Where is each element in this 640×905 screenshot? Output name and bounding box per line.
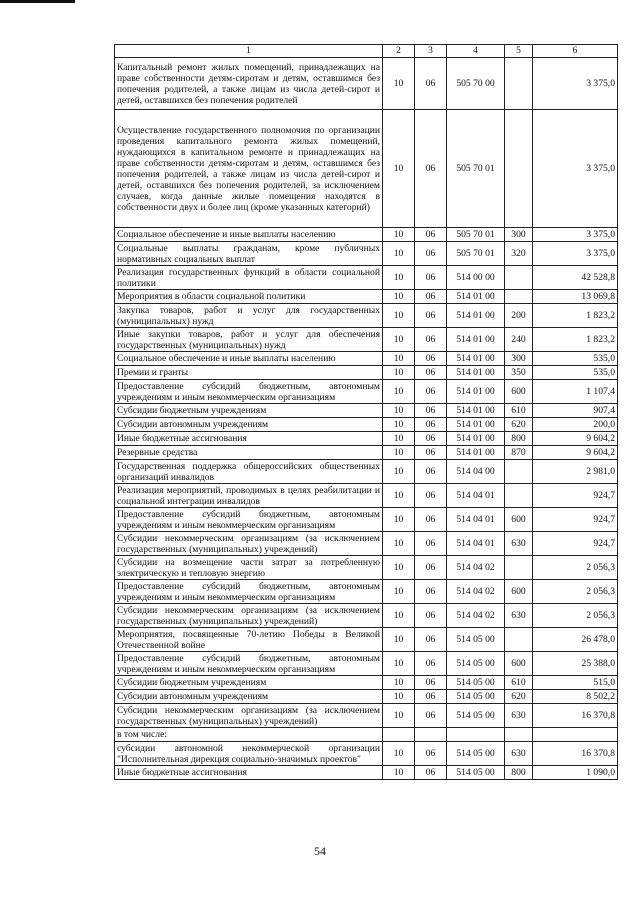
table-row	[115, 728, 618, 742]
row-section: 10	[383, 328, 415, 352]
row-expense-type: 600	[505, 508, 533, 532]
row-name: Государственная поддержка общероссийских общественных организаций инвалидов	[115, 460, 383, 484]
row-amount: 515,0	[533, 676, 618, 690]
row-amount: 2 056,3	[533, 580, 618, 604]
row-section: 10	[383, 460, 415, 484]
row-target-article: 514 00 00	[447, 266, 505, 290]
row-subsection: 06	[415, 352, 447, 366]
row-section: 10	[383, 532, 415, 556]
row-target-article: 505 70 00	[447, 58, 505, 110]
row-section: 10	[383, 580, 415, 604]
row-section	[383, 728, 415, 742]
row-amount: 9 604,2	[533, 446, 618, 460]
row-name: Субсидии некоммерческим организациям (за исключением государственных (муниципальных) учреждений)	[115, 532, 383, 556]
row-subsection: 06	[415, 676, 447, 690]
row-expense-type: 870	[505, 446, 533, 460]
table-row	[115, 556, 618, 580]
row-expense-type: 600	[505, 380, 533, 404]
row-section: 10	[383, 652, 415, 676]
row-name: Закупка товаров, работ и услуг для государственных (муниципальных) нужд	[115, 304, 383, 328]
row-expense-type: 320	[505, 242, 533, 266]
row-section: 10	[383, 508, 415, 532]
row-subsection: 06	[415, 110, 447, 228]
row-subsection: 06	[415, 604, 447, 628]
row-subsection: 06	[415, 228, 447, 242]
row-amount: 13 069,8	[533, 290, 618, 304]
row-name: Мероприятия, посвященные 70-летию Победы в Великой Отечественной войне	[115, 628, 383, 652]
row-expense-type: 800	[505, 766, 533, 780]
row-expense-type: 200	[505, 304, 533, 328]
row-subsection: 06	[415, 446, 447, 460]
table-row	[115, 366, 618, 380]
row-target-article	[447, 728, 505, 742]
table-row	[115, 446, 618, 460]
row-section: 10	[383, 58, 415, 110]
header-row	[115, 45, 618, 58]
table-row	[115, 380, 618, 404]
row-subsection: 06	[415, 328, 447, 352]
table-row	[115, 628, 618, 652]
row-section: 10	[383, 228, 415, 242]
header-col-2: 2	[383, 45, 415, 58]
table-row	[115, 704, 618, 728]
table-row	[115, 352, 618, 366]
table-row	[115, 304, 618, 328]
row-target-article: 514 05 00	[447, 690, 505, 704]
row-name: Субсидии бюджетным учреждениям	[115, 404, 383, 418]
row-section: 10	[383, 304, 415, 328]
row-amount: 16 370,8	[533, 742, 618, 766]
row-amount: 3 375,0	[533, 58, 618, 110]
row-target-article: 514 01 00	[447, 446, 505, 460]
row-name: Иные бюджетные ассигнования	[115, 432, 383, 446]
row-expense-type	[505, 728, 533, 742]
row-subsection: 06	[415, 290, 447, 304]
row-name: Реализация государственных функций в области социальной политики	[115, 266, 383, 290]
row-target-article: 505 70 01	[447, 242, 505, 266]
row-expense-type: 600	[505, 652, 533, 676]
row-expense-type: 600	[505, 580, 533, 604]
row-target-article: 505 70 01	[447, 228, 505, 242]
row-amount: 2 056,3	[533, 556, 618, 580]
row-section: 10	[383, 676, 415, 690]
header-col-4: 4	[447, 45, 505, 58]
row-name: Предоставление субсидий бюджетным, автономным учреждениям и иным некоммерческим организациям	[115, 380, 383, 404]
row-expense-type	[505, 556, 533, 580]
row-amount: 9 604,2	[533, 432, 618, 446]
row-name: Предоставление субсидий бюджетным, автономным учреждениям и иным некоммерческим организациям	[115, 652, 383, 676]
table-row	[115, 290, 618, 304]
row-subsection: 06	[415, 628, 447, 652]
row-expense-type	[505, 628, 533, 652]
table-row	[115, 266, 618, 290]
row-expense-type: 610	[505, 676, 533, 690]
row-section: 10	[383, 690, 415, 704]
row-expense-type: 300	[505, 228, 533, 242]
table-row	[115, 432, 618, 446]
row-amount: 3 375,0	[533, 110, 618, 228]
row-target-article: 514 01 00	[447, 290, 505, 304]
row-section: 10	[383, 432, 415, 446]
row-name: Социальное обеспечение и иные выплаты населению	[115, 352, 383, 366]
row-target-article: 514 05 00	[447, 704, 505, 728]
row-subsection: 06	[415, 242, 447, 266]
table-row	[115, 110, 618, 228]
row-amount: 2 056,3	[533, 604, 618, 628]
header-col-3: 3	[415, 45, 447, 58]
row-subsection: 06	[415, 366, 447, 380]
row-name: Субсидии на возмещение части затрат за потребленную электрическую и тепловую энергию	[115, 556, 383, 580]
row-amount: 8 502,2	[533, 690, 618, 704]
table-row	[115, 418, 618, 432]
row-expense-type: 630	[505, 604, 533, 628]
row-section: 10	[383, 366, 415, 380]
table-row	[115, 532, 618, 556]
row-name: Субсидии бюджетным учреждениям	[115, 676, 383, 690]
row-section: 10	[383, 704, 415, 728]
row-subsection: 06	[415, 690, 447, 704]
row-target-article: 514 05 00	[447, 676, 505, 690]
row-amount: 535,0	[533, 352, 618, 366]
row-section: 10	[383, 556, 415, 580]
row-name: Субсидии некоммерческим организациям (за исключением государственных (муниципальных) учреждений)	[115, 704, 383, 728]
row-subsection: 06	[415, 484, 447, 508]
row-section: 10	[383, 766, 415, 780]
row-subsection: 06	[415, 380, 447, 404]
table-row	[115, 676, 618, 690]
row-expense-type: 300	[505, 352, 533, 366]
table-row	[115, 58, 618, 110]
row-section: 10	[383, 418, 415, 432]
row-expense-type: 800	[505, 432, 533, 446]
row-name: Резервные средства	[115, 446, 383, 460]
row-expense-type: 620	[505, 690, 533, 704]
row-amount: 924,7	[533, 508, 618, 532]
row-subsection: 06	[415, 532, 447, 556]
row-target-article: 514 01 00	[447, 304, 505, 328]
header-col-5: 5	[505, 45, 533, 58]
table-row	[115, 766, 618, 780]
row-amount: 535,0	[533, 366, 618, 380]
row-amount: 26 478,0	[533, 628, 618, 652]
row-expense-type	[505, 110, 533, 228]
table-row	[115, 652, 618, 676]
table-row	[115, 580, 618, 604]
row-amount: 924,7	[533, 532, 618, 556]
row-expense-type: 620	[505, 418, 533, 432]
row-target-article: 514 04 02	[447, 604, 505, 628]
row-target-article: 514 01 00	[447, 380, 505, 404]
row-name: Капитальный ремонт жилых помещений, принадлежащих на праве собственности детям-сиротам и детям, оставшимся без попечения родителей, а также лицам из числа детей-сирот и детей, оставшихся без попечения родителей	[115, 58, 383, 110]
row-section: 10	[383, 352, 415, 366]
row-subsection: 06	[415, 580, 447, 604]
row-amount: 16 370,8	[533, 704, 618, 728]
row-expense-type: 630	[505, 532, 533, 556]
row-name: Субсидии автономным учреждениям	[115, 690, 383, 704]
row-target-article: 514 01 00	[447, 404, 505, 418]
row-target-article: 514 04 02	[447, 556, 505, 580]
row-amount: 907,4	[533, 404, 618, 418]
row-amount: 200,0	[533, 418, 618, 432]
row-target-article: 514 01 00	[447, 328, 505, 352]
row-name: Предоставление субсидий бюджетным, автономным учреждениям и иным некоммерческим организациям	[115, 580, 383, 604]
row-section: 10	[383, 742, 415, 766]
row-expense-type	[505, 290, 533, 304]
row-amount: 1 823,2	[533, 304, 618, 328]
table-row	[115, 742, 618, 766]
row-expense-type	[505, 266, 533, 290]
table-row	[115, 328, 618, 352]
row-subsection: 06	[415, 742, 447, 766]
row-section: 10	[383, 484, 415, 508]
row-expense-type	[505, 58, 533, 110]
row-subsection: 06	[415, 460, 447, 484]
row-section: 10	[383, 266, 415, 290]
row-name: Предоставление субсидий бюджетным, автономным учреждениям и иным некоммерческим организациям	[115, 508, 383, 532]
row-target-article: 514 01 00	[447, 366, 505, 380]
top-rule	[0, 0, 75, 3]
row-expense-type	[505, 460, 533, 484]
row-subsection: 06	[415, 432, 447, 446]
row-amount	[533, 728, 618, 742]
row-expense-type: 240	[505, 328, 533, 352]
table-row	[115, 484, 618, 508]
row-target-article: 514 05 00	[447, 628, 505, 652]
header-col-1: 1	[115, 45, 383, 58]
row-target-article: 514 05 00	[447, 766, 505, 780]
row-target-article: 514 04 02	[447, 580, 505, 604]
row-subsection: 06	[415, 652, 447, 676]
table-row	[115, 242, 618, 266]
row-section: 10	[383, 604, 415, 628]
row-subsection	[415, 728, 447, 742]
row-target-article: 514 04 01	[447, 484, 505, 508]
row-name: Мероприятия в области социальной политики	[115, 290, 383, 304]
table-row	[115, 508, 618, 532]
row-name: Премии и гранты	[115, 366, 383, 380]
row-name: Иные бюджетные ассигнования	[115, 766, 383, 780]
page-number: 54	[314, 844, 326, 858]
row-target-article: 514 05 00	[447, 742, 505, 766]
row-section: 10	[383, 242, 415, 266]
row-subsection: 06	[415, 418, 447, 432]
row-name: Социальные выплаты гражданам, кроме публичных нормативных социальных выплат	[115, 242, 383, 266]
row-target-article: 514 01 00	[447, 418, 505, 432]
row-subsection: 06	[415, 304, 447, 328]
row-amount: 3 375,0	[533, 242, 618, 266]
row-target-article: 514 01 00	[447, 352, 505, 366]
row-section: 10	[383, 290, 415, 304]
table-row	[115, 690, 618, 704]
row-amount: 924,7	[533, 484, 618, 508]
row-section: 10	[383, 446, 415, 460]
row-name: Социальное обеспечение и иные выплаты населению	[115, 228, 383, 242]
header-col-6: 6	[533, 45, 618, 58]
row-target-article: 514 04 01	[447, 532, 505, 556]
row-amount: 1 107,4	[533, 380, 618, 404]
row-amount: 1 823,2	[533, 328, 618, 352]
row-amount: 2 981,0	[533, 460, 618, 484]
row-name: Реализация мероприятий, проводимых в целях реабилитации и социальной интеграции инвалидов	[115, 484, 383, 508]
row-name: Иные закупки товаров, работ и услуг для обеспечения государственных (муниципальных) нужд	[115, 328, 383, 352]
row-amount: 25 388,0	[533, 652, 618, 676]
table-row	[115, 228, 618, 242]
row-section: 10	[383, 628, 415, 652]
row-name: в том числе:	[115, 728, 383, 742]
row-name: субсидии автономной некоммерческой организации "Исполнительная дирекция социально-значимых проектов"	[115, 742, 383, 766]
row-target-article: 514 04 01	[447, 508, 505, 532]
row-amount: 42 528,8	[533, 266, 618, 290]
row-section: 10	[383, 110, 415, 228]
row-target-article: 505 70 01	[447, 110, 505, 228]
row-name: Осуществление государственного полномочия по организации проведения капитального ремонта жилых помещений, нуждающихся в капитальном ремонте и принадлежащих на праве собственности детям-сиротам и детям, оставшимся без попечения родителей, а также лицам из числа детей-сирот и детей, оставшихся без попечения родителей, за исключением случаев, когда данные жилые помещения находятся в собственности двух и более лиц (кроме указанных категорий)	[115, 110, 383, 228]
row-subsection: 06	[415, 404, 447, 418]
row-subsection: 06	[415, 766, 447, 780]
row-name: Субсидии автономным учреждениям	[115, 418, 383, 432]
table-row	[115, 604, 618, 628]
row-expense-type	[505, 484, 533, 508]
row-expense-type: 350	[505, 366, 533, 380]
table-body	[115, 58, 618, 780]
table-row	[115, 460, 618, 484]
row-subsection: 06	[415, 704, 447, 728]
row-section: 10	[383, 380, 415, 404]
row-subsection: 06	[415, 58, 447, 110]
row-expense-type: 610	[505, 404, 533, 418]
row-amount: 1 090,0	[533, 766, 618, 780]
row-subsection: 06	[415, 266, 447, 290]
row-subsection: 06	[415, 556, 447, 580]
row-target-article: 514 01 00	[447, 432, 505, 446]
table-row	[115, 404, 618, 418]
row-expense-type: 630	[505, 704, 533, 728]
row-section: 10	[383, 404, 415, 418]
row-name: Субсидии некоммерческим организациям (за исключением государственных (муниципальных) учреждений)	[115, 604, 383, 628]
budget-table	[114, 44, 618, 780]
row-subsection: 06	[415, 508, 447, 532]
row-target-article: 514 05 00	[447, 652, 505, 676]
row-target-article: 514 04 00	[447, 460, 505, 484]
row-amount: 3 375,0	[533, 228, 618, 242]
row-expense-type: 630	[505, 742, 533, 766]
